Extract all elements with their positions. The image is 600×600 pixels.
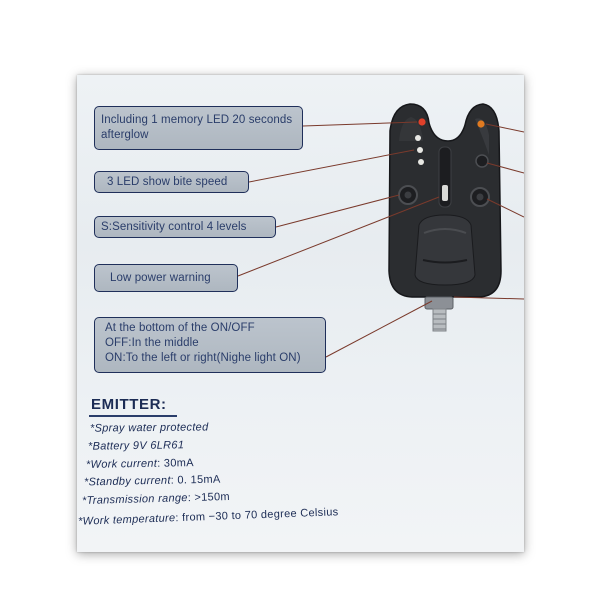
spec-line: [88, 439, 184, 452]
memory-led-callout-line-2: afterglow: [101, 129, 149, 141]
spec-label: *Work temperature: [77, 512, 176, 528]
spec-value: : >150m: [187, 490, 231, 505]
switch-callout-line-3: ON:To the left or right(Nighe light ON): [105, 352, 301, 364]
product-sheet: [77, 75, 524, 552]
memory-led: [418, 118, 425, 125]
spec-label: *Work current: [85, 457, 158, 471]
bite-speed-callout: [94, 171, 249, 193]
side-led: [477, 120, 484, 127]
spec-label: *Battery 9V 6LR61: [87, 439, 185, 453]
spec-line: [86, 457, 194, 471]
memory-led-callout: [94, 106, 303, 150]
emitter-heading-underline: [89, 415, 177, 417]
bite-speed-callout-text: 3 LED show bite speed: [107, 176, 228, 188]
spec-line: [90, 421, 209, 434]
spec-value: : 30mA: [157, 457, 194, 470]
speed-led-2: [417, 147, 423, 153]
speed-led-3: [418, 159, 424, 165]
spec-label: *Spray water protected: [89, 421, 209, 435]
spec-value: : 0. 15mA: [170, 473, 221, 487]
switch-callout: [94, 317, 326, 373]
spec-value: : from −30 to 70 degree Celsius: [175, 506, 339, 525]
spec-label: *Standby current: [83, 474, 171, 489]
switch-callout-line-2: OFF:In the middle: [105, 337, 199, 349]
switch-callout-line-1: At the bottom of the ON/OFF: [105, 322, 255, 334]
low-power-callout: [94, 264, 238, 292]
speed-led-1: [415, 135, 421, 141]
sensitivity-callout-text: S:Sensitivity control 4 levels: [101, 221, 247, 233]
sensitivity-callout: [94, 216, 276, 238]
memory-led-callout-line-1: Including 1 memory LED 20 seconds: [101, 114, 293, 126]
emitter-heading: EMITTER:: [91, 396, 167, 413]
low-power-callout-text: Low power warning: [110, 272, 211, 284]
spec-label: *Transmission range: [81, 492, 188, 508]
